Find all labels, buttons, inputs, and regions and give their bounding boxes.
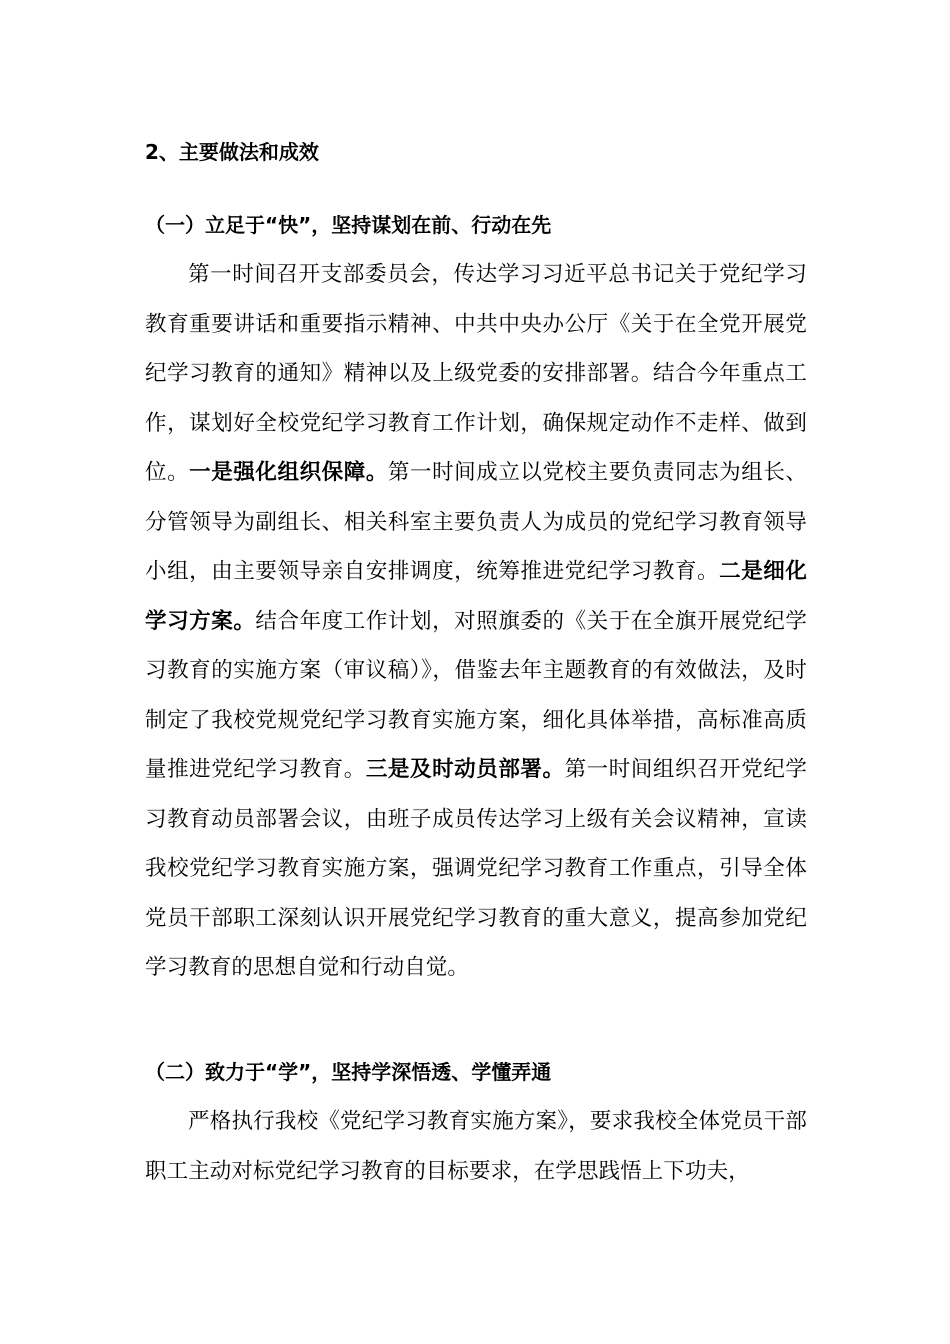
paragraph-bold-point-3: 三是及时动员部署。 [365,757,565,782]
section-title-2: （二）致力于“学”，坚持学深悟透、学懂弄通 [145,1060,552,1084]
document-heading: 2、主要做法和成效 [145,140,319,164]
paragraph-bold-point-2: 二是细化学习方案。 [145,559,807,634]
paragraph-text: 第一时间成立以党校主要负责同志为组长、分管领导为副组长、相关科室主要负责人为成员的党纪学习教育领导小组，由主要领导亲自安排调度，统筹推进党纪学习教育。 [145,460,808,584]
paragraph-text: 第一时间召开支部委员会，传达学习习近平总书记关于党纪学习教育重要讲话和重要指示精神、中共中央办公厅《关于在全党开展党纪学习教育的通知》精神以及上级党委的安排部署。结合今年重点工作，谋划好全校党纪学习教育工作计划，确保规定动作不走样、做到位。 [145,262,807,485]
section-paragraph-1 [145,250,807,993]
paragraph-text: 结合年度工作计划，对照旗委的《关于在全旗开展党纪学习教育的实施方案（审议稿）》，借鉴去年主题教育的有效做法，及时制定了我校党规党纪学习教育实施方案，细化具体举措，高标准高质量推进党纪学习教育。 [145,608,807,782]
paragraph-bold-point-1: 一是强化组织保障。 [189,460,388,485]
paragraph-text: 严格执行我校《党纪学习教育实施方案》，要求我校全体党员干部职工主动对标党纪学习教育的目标要求，在学思践悟上下功夫， [145,1109,807,1184]
section-paragraph-2 [145,1097,807,1196]
section-title-1: （一）立足于“快”，坚持谋划在前、行动在先 [145,213,552,237]
paragraph-text: 第一时间组织召开党纪学习教育动员部署会议，由班子成员传达学习上级有关会议精神，宣读我校党纪学习教育实施方案，强调党纪学习教育工作重点，引导全体党员干部职工深刻认识开展党纪学习教育的重大意义，提高参加党纪学习教育的思想自觉和行动自觉。 [145,757,807,980]
